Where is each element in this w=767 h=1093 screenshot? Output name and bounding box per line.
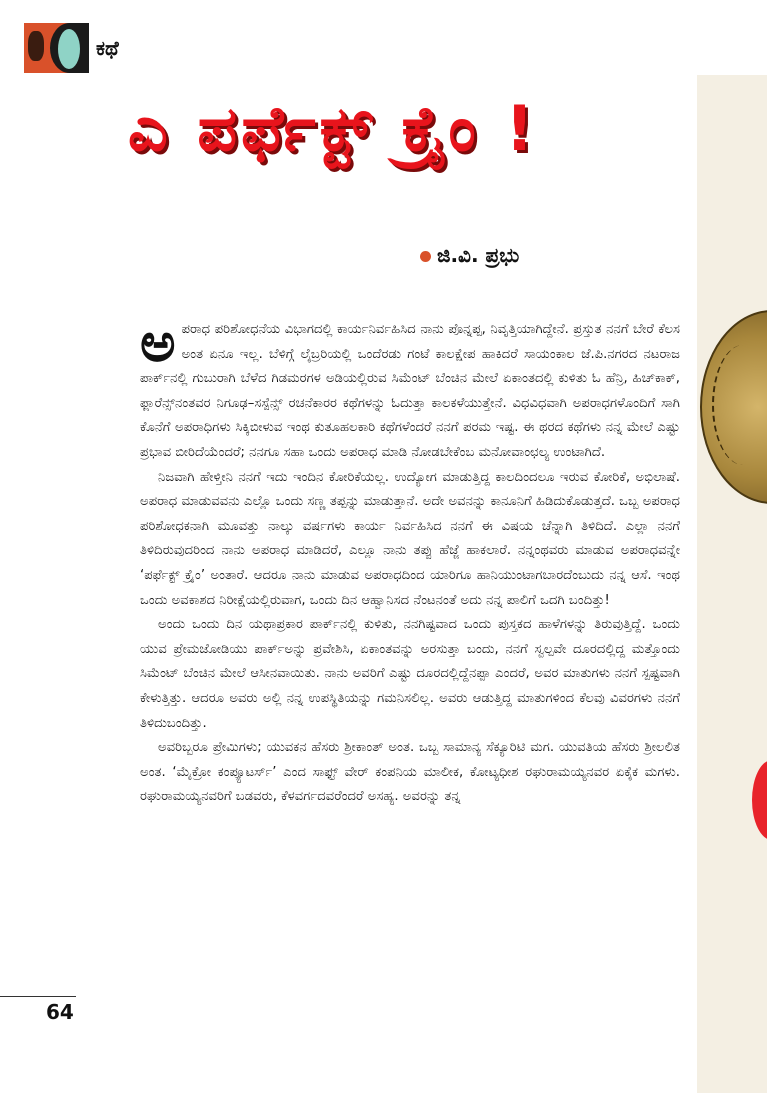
paragraph-3: ಅಂದು ಒಂದು ದಿನ ಯಥಾಪ್ರಕಾರ ಪಾರ್ಕ್‌ನಲ್ಲಿ ಕುಳಿತು, ನನಗಿಷ್ಟವಾದ ಒಂದು ಪುಸ್ತಕದ ಹಾಳೆಗಳನ್ನು ತಿರುವುತ್ತಿದ್ದೆ. ಒಂದು ಯುವ ಪ್ರೇಮಜೋಡಿಯು ಪಾರ್ಕ್‌ಅನ್ನು ಪ್ರವೇಶಿಸಿ, ಏಕಾಂತವನ್ನು ಅರಸುತ್ತಾ ಬಂದು, ನನಗೆ ಸ್ವಲ್ಪವೇ ದೂರದಲ್ಲಿದ್ದ ಮತ್ತೊಂದು ಸಿಮೆಂಟ್ ಬೆಂಚಿನ ಮೇಲೆ ಆಸೀನವಾಯಿತು. ನಾನು ಅವರಿಗೆ ಎಷ್ಟು ದೂರದಲ್ಲಿದ್ದೆನಪ್ಪಾ ಎಂದರೆ, ಅವರ ಮಾತುಗಳು ನನಗೆ ಸ್ಪಷ್ಟವಾಗಿ ಕೇಳುತ್ತಿತ್ತು. ಆದರೂ ಅವರು ಅಲ್ಲಿ ನನ್ನ ಉಪಸ್ಥಿತಿಯನ್ನು ಗಮನಿಸಲಿಲ್ಲ. ಅವರು ಆಡುತ್ತಿದ್ದ ಮಾತುಗಳಿಂದ ಕೆಲವು ವಿವರಗಳು ನನಗೆ ತಿಳಿದುಬಂದಿತ್ತು.	[140, 617, 680, 731]
woman-portrait-icon	[58, 29, 80, 69]
page-edge-background	[697, 75, 767, 1093]
section-label: ಕಥೆ	[96, 36, 119, 60]
page-number: 64	[46, 1000, 74, 1024]
paragraph-1	[140, 311, 680, 466]
footer-rule	[0, 996, 76, 997]
story-section-logo	[24, 23, 89, 73]
logo-silhouette	[28, 31, 44, 61]
story-title: ಎ ಪರ್ಫೆಕ್ಟ್ ಕ್ರೈಂ !	[128, 92, 538, 165]
coin-engraving	[712, 345, 767, 465]
drop-cap: ಅ	[140, 311, 176, 374]
paragraph-2: ನಿಜವಾಗಿ ಹೇಳ್ತೀನಿ ನನಗೆ ಇದು ಇಂದಿನ ಕೋರಿಕೆಯಲ್ಲ. ಉದ್ಯೋಗ ಮಾಡುತ್ತಿದ್ದ ಕಾಲದಿಂದಲೂ ಇರುವ ಕೋರಿಕೆ, ಅಭಿಲಾಷೆ. ಅಪರಾಧ ಮಾಡುವವನು ಎಲ್ಲೊ ಒಂದು ಸಣ್ಣ ತಪ್ಪನ್ನು ಮಾಡುತ್ತಾನೆ. ಅದೇ ಅವನನ್ನು ಕಾನೂನಿಗೆ ಹಿಡಿದುಕೊಡುತ್ತದೆ. ಒಬ್ಬ ಅಪರಾಧ ಪರಿಶೋಧಕನಾಗಿ ಮೂವತ್ತು ನಾಲ್ಕು ವರ್ಷಗಳು ಕಾರ್ಯ ನಿರ್ವಹಿಸಿದ ನನಗೆ ಈ ವಿಷಯ ಚೆನ್ನಾಗಿ ತಿಳಿದಿದೆ. ಎಲ್ಲಾ ನನಗೆ ತಿಳಿದಿರುವುದರಿಂದ ನಾನು ಅಪರಾಧ ಮಾಡಿದರೆ, ಎಲ್ಲೂ ನಾನು ತಪ್ಪು ಹೆಜ್ಜೆ ಹಾಕಲಾರೆ. ನನ್ನಂಥವರು ಮಾಡುವ ಅಪರಾಧವನ್ನೇ ‘ಪರ್ಫೆಕ್ಟ್ ಕ್ರೈಂ’ ಅಂತಾರೆ. ಆದರೂ ನಾನು ಮಾಡುವ ಅಪರಾಧದಿಂದ ಯಾರಿಗೂ ಹಾನಿಯುಂಟಾಗಬಾರದೆಂಬುದು ನನ್ನ ಆಸೆ. ಇಂಥ ಒಂದು ಅವಕಾಶದ ನಿರೀಕ್ಷೆಯಲ್ಲಿರುವಾಗ, ಒಂದು ದಿನ ಆಹ್ವಾನಿಸದ ನೆಂಟನಂತೆ ಅದು ನನ್ನ ಪಾಲಿಗೆ ಒದಗಿ ಬಂದಿತ್ತು!	[140, 469, 680, 608]
author-name: ಜಿ.ವಿ. ಪ್ರಭು	[437, 243, 520, 267]
byline-bullet	[420, 251, 431, 262]
story-body	[140, 311, 680, 810]
author-byline	[420, 243, 519, 267]
paragraph-text: ಪರಾಧ ಪರಿಶೋಧನೆಯ ವಿಭಾಗದಲ್ಲಿ ಕಾರ್ಯನಿರ್ವಹಿಸಿದ ನಾನು ಪೊನ್ನಪ್ಪ, ನಿವೃತ್ತಿಯಾಗಿದ್ದೇನೆ. ಪ್ರಸ್ತುತ ನನಗೆ ಬೇರೆ ಕೆಲಸ ಅಂತ ಏನೂ ಇಲ್ಲ. ಬೆಳಿಗ್ಗೆ ಲೈಬ್ರರಿಯಲ್ಲಿ ಒಂದೆರಡು ಗಂಟೆ ಕಾಲಕ್ಷೇಪ ಹಾಕಿದರೆ ಸಾಯಂಕಾಲ ಜೆ.ಪಿ.ನಗರದ ನಟರಾಜ ಪಾರ್ಕ್‌ನಲ್ಲಿ ಗುಬುರಾಗಿ ಬೆಳೆದ ಗಿಡಮರಗಳ ಅಡಿಯಲ್ಲಿರುವ ಸಿಮೆಂಟ್ ಬೆಂಚಿನ ಮೇಲೆ ಏಕಾಂತದಲ್ಲಿ ಕುಳಿತು ಓ ಹೆನ್ರಿ, ಹಿಚ್‌ಕಾಕ್, ಫ್ಲಾರೆನ್ಸ್‌ನಂತವರ ನಿಗೂಢ–ಸಸ್ಪೆನ್ಸ್ ರಚನೆಕಾರರ ಕಥೆಗಳನ್ನು ಓದುತ್ತಾ ಕಾಲಕಳೆಯುತ್ತೇನೆ. ವಿಧವಿಧವಾಗಿ ಅಪರಾಧಗಳೊಂದಿಗೆ ಸಾಗಿ ಕೊನೆಗೆ ಅಪರಾಧಿಗಳು ಸಿಕ್ಕಿಬೀಳುವ ಇಂಥ ಕುತೂಹಲಕಾರಿ ಕಥೆಗಳೆಂದರೆ ನನಗೆ ಪರಮ ಇಷ್ಟ. ಈ ಥರದ ಕಥೆಗಳು ನನ್ನ ಮೇಲೆ ಎಷ್ಟು ಪ್ರಭಾವ ಬೀರಿದೆಯೆಂದರೆ; ನನಗೂ ಸಹಾ ಒಂದು ಅಪರಾಧ ಮಾಡಿ ನೋಡಬೇಕೆಂಬ ಮನೋವಾಂಛಲ್ಯ ಉಂಟಾಗಿದೆ.	[140, 322, 680, 460]
paragraph-4: ಅವರಿಬ್ಬರೂ ಪ್ರೇಮಿಗಳು; ಯುವಕನ ಹೆಸರು ಶ್ರೀಕಾಂತ್ ಅಂತ. ಒಬ್ಬ ಸಾಮಾನ್ಯ ಸೆಕ್ಯೂರಿಟಿ ಮಗ. ಯುವತಿಯ ಹೆಸರು ಶ್ರೀಲಲಿತ ಅಂತ. ‘ಮೈಕ್ರೋ ಕಂಪ್ಯೂಟರ್ಸ್’ ಎಂದ ಸಾಫ್ಟ್ ವೇರ್ ಕಂಪನಿಯ ಮಾಲೀಕ, ಕೋಟ್ಯಧೀಶ ರಘುರಾಮಯ್ಯನವರ ಏಕೈಕ ಮಗಳು. ರಘುರಾಮಯ್ಯನವರಿಗೆ ಬಡವರು, ಕೆಳವರ್ಗದವರೆಂದರೆ ಅಸಹ್ಯ. ಅವರನ್ನು ತನ್ನ	[140, 740, 680, 805]
